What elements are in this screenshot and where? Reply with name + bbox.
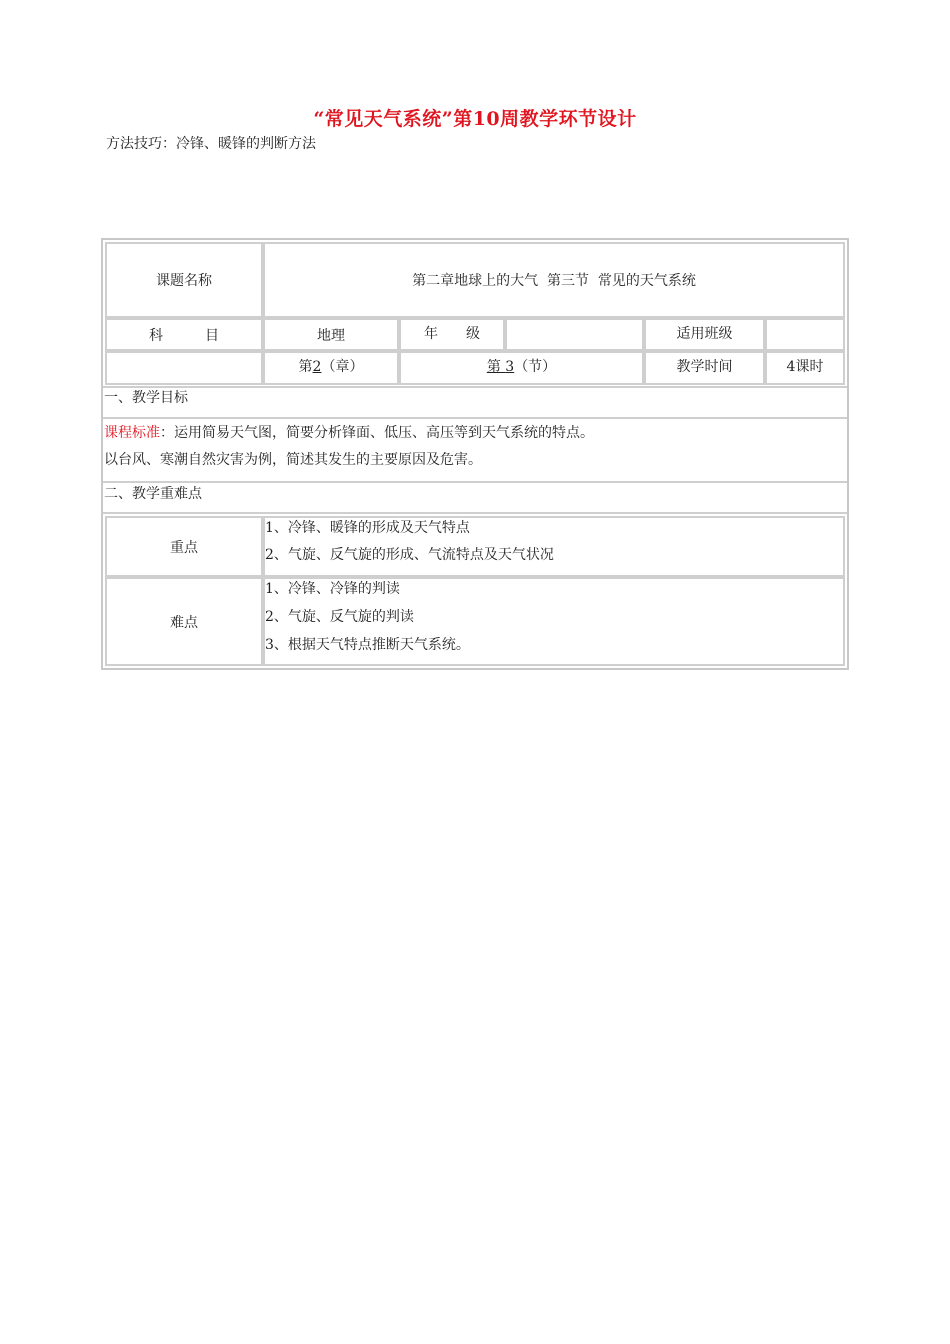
subject-label-cell (105, 318, 263, 351)
difficult-item: 2、气旋、反气旋的判读 (265, 609, 414, 625)
section-suffix: （节） (514, 359, 557, 375)
divider (103, 481, 847, 483)
divider (103, 417, 847, 419)
time-label: 教学时间 (676, 359, 733, 375)
grade-label: 年 级 (424, 326, 480, 342)
document-subtitle: 方法技巧：冷锋、暖锋的判断方法 (106, 136, 316, 152)
standard-text: ：运用简易天气图，简要分析锋面、低压、高压等到天气系统的特点。 (160, 425, 594, 441)
difficult-item: 1、冷锋、冷锋的判读 (265, 581, 400, 597)
subject-value-cell (263, 318, 399, 351)
class-label-cell (644, 318, 765, 351)
blank-cell (105, 351, 263, 385)
goals-line-2: 以台风、寒潮自然灾害为例，简述其发生的主要原因及危害。 (104, 452, 482, 468)
goals-heading: 一、教学目标 (104, 390, 188, 406)
section-cell (399, 351, 644, 385)
topic-label-cell (105, 242, 263, 318)
grade-value-cell (505, 318, 644, 351)
key-label-cell (105, 516, 263, 577)
difficult-label: 难点 (170, 614, 198, 631)
section-prefix: 第 (486, 359, 506, 375)
chapter-prefix: 第 (298, 359, 313, 375)
key-item: 1、冷锋、暖锋的形成及天气特点 (265, 520, 470, 536)
section-number: 3 (505, 359, 515, 375)
topic-value-cell (263, 242, 845, 318)
subject-label: 科 目 (149, 327, 219, 344)
divider (103, 512, 847, 514)
difficult-item: 3、根据天气特点推断天气系统。 (265, 637, 470, 653)
grade-label-cell (399, 318, 505, 351)
time-value-cell (765, 351, 845, 385)
section-text (487, 356, 556, 376)
topic-value: 第二章地球上的大气 第三节 常见的天气系统 (412, 273, 696, 289)
time-label-cell (644, 351, 765, 385)
standard-label: 课程标准 (104, 425, 160, 441)
chapter-text (299, 356, 364, 376)
key-label: 重点 (170, 539, 198, 556)
time-value: 4课时 (786, 359, 824, 375)
key-points-heading: 二、教学重难点 (104, 486, 202, 502)
difficult-label-cell (105, 577, 263, 666)
key-item: 2、气旋、反气旋的形成、气流特点及天气状况 (265, 547, 554, 563)
chapter-suffix: （章） (321, 359, 364, 375)
divider (103, 386, 847, 388)
class-label: 适用班级 (676, 326, 733, 342)
chapter-number: 2 (312, 359, 322, 375)
chapter-cell (263, 351, 399, 385)
class-value-cell (765, 318, 845, 351)
subject-value: 地理 (317, 327, 345, 344)
course-standard (104, 424, 594, 442)
document-title: “常见天气系统”第10周教学环节设计 (313, 108, 637, 130)
topic-label: 课题名称 (156, 273, 212, 289)
